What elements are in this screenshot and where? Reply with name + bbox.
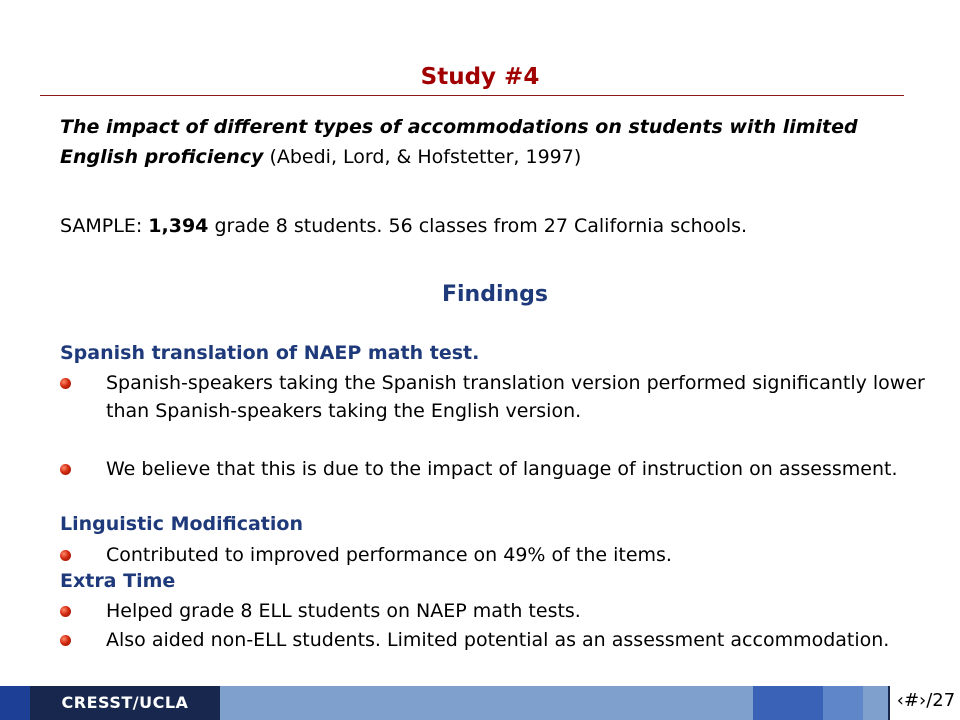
bullet-item (60, 369, 925, 453)
sample-label: SAMPLE: (60, 215, 149, 237)
slide-footer (0, 686, 960, 720)
slide-title: Study #4 (420, 64, 540, 90)
study-citation: (Abedi, Lord, & Hofstetter, 1997) (263, 146, 582, 168)
findings-heading: Findings (441, 282, 549, 307)
sample-text: grade 8 students. 56 classes from 27 California schools. (208, 215, 748, 237)
bullet-text: Contributed to improved performance on 49% of the items. (106, 544, 672, 566)
section-heading-spanish-translation: Spanish translation of NAEP math test. (60, 342, 480, 364)
bullet-text: Spanish-speakers taking the Spanish translation version performed significantly lower than Spanish-speakers taking the English version. (106, 372, 925, 422)
title-divider (40, 95, 904, 96)
bullet-icon (60, 550, 71, 561)
bullet-item (60, 626, 910, 682)
bullet-item (60, 455, 910, 511)
footer-accent-block (753, 686, 823, 720)
footer-accent-block (0, 686, 30, 720)
sample-count: 1,394 (148, 215, 209, 237)
bullet-text: We believe that this is due to the impact of language of instruction on assessment. (106, 458, 898, 480)
bullet-text: Also aided non-ELL students. Limited potential as an assessment accommodation. (106, 629, 890, 651)
section-heading-linguistic-modification: Linguistic Modification (60, 513, 303, 535)
slide-number: ‹#›/27 (888, 686, 960, 720)
bullet-icon (60, 378, 71, 389)
study-topic: The impact of different types of accommodations on students with limited English proficiency (60, 116, 858, 168)
bullet-icon (60, 635, 71, 646)
bullet-text: Helped grade 8 ELL students on NAEP math tests. (106, 600, 581, 622)
bullet-item (60, 597, 910, 625)
footer-organization-label: CRESST/UCLA (30, 686, 220, 720)
study-description (60, 112, 910, 172)
bullet-icon (60, 464, 71, 475)
bullet-item (60, 541, 910, 569)
footer-accent-block (823, 686, 863, 720)
sample-description (60, 212, 910, 241)
bullet-icon (60, 606, 71, 617)
section-heading-extra-time: Extra Time (60, 570, 176, 592)
